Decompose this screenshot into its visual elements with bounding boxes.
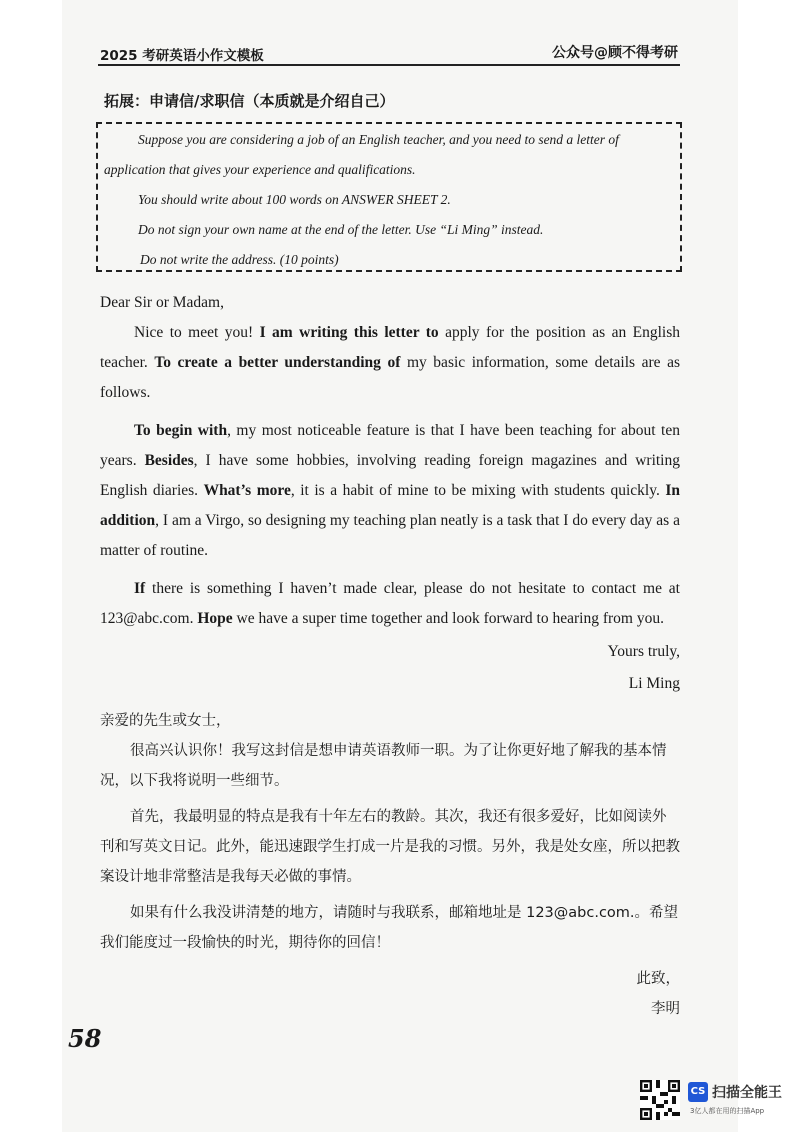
paragraph-1: Nice to meet you! I am writing this letter to apply for the position as an English teacher. To create a better understanding of my basic information, some details are as follows. <box>100 324 681 401</box>
header-account: 公众号@顾不得考研 <box>552 45 678 61</box>
cn-signature-name: 李明 <box>651 1001 680 1017</box>
header-rule <box>98 64 680 66</box>
closing: Yours truly, <box>607 643 680 660</box>
signature-name: Li Ming <box>628 675 680 692</box>
salutation: Dear Sir or Madam, <box>100 294 224 311</box>
paragraph-2: To begin with, my most noticeable feature is that I have been teaching for about ten years. Besides, I have some hobbies, involving reading foreign magazines and writing English diaries. What’s more, it is a habit of mine to be mixing with students quickly. In addition, I am a Virgo, so designing my teaching plan neatly is a task that I do every day as a matter of routine. <box>100 422 680 559</box>
prompt-line: You should write about 100 words on ANSWER SHEET 2. <box>138 192 451 207</box>
english-letter <box>100 288 680 700</box>
qr-code-icon <box>640 1080 680 1120</box>
chinese-translation <box>100 706 680 1024</box>
prompt-line: Suppose you are considering a job of an English teacher, and you need to send a letter of <box>138 132 619 147</box>
scanner-tagline: 3亿人都在用的扫描App <box>690 1107 765 1115</box>
paragraph-3: If there is something I haven’t made clear, please do not hesitate to contact me at 123@abc.com. Hope we have a super time together and look forward to hearing from you. <box>100 580 680 627</box>
prompt-box <box>96 122 682 272</box>
extension-title: 拓展：申请信/求职信（本质就是介绍自己） <box>104 92 395 110</box>
cn-salutation: 亲爱的先生或女士， <box>100 713 231 729</box>
cn-paragraph-1: 很高兴认识你！我写这封信是想申请英语教师一职。为了让你更好地了解我的基本情况，以下我将说明一些细节。 <box>100 743 667 789</box>
prompt-line: Do not write the address. (10 points) <box>140 252 339 267</box>
cn-closing: 此致， <box>636 971 680 987</box>
scanner-app-name: 扫描全能王 <box>712 1085 782 1101</box>
prompt-line: Do not sign your own name at the end of the letter. Use “Li Ming” instead. <box>138 222 544 237</box>
scanner-logo-icon: CS <box>688 1082 708 1102</box>
cn-paragraph-2: 首先，我最明显的特点是我有十年左右的教龄。其次，我还有很多爱好，比如阅读外刊和写英文日记。此外，能迅速跟学生打成一片是我的习惯。另外，我是处女座，所以把教案设计地非常整洁是我每天必做的事情。 <box>100 809 680 885</box>
prompt-line: application that gives your experience and qualifications. <box>104 162 416 177</box>
header-title: 2025 考研英语小作文模板 <box>100 48 264 64</box>
page-number: 58 <box>68 1024 102 1053</box>
cn-paragraph-3: 如果有什么我没讲清楚的地方，请随时与我联系，邮箱地址是 123@abc.com.。希望我们能度过一段愉快的时光，期待你的回信！ <box>100 905 679 951</box>
